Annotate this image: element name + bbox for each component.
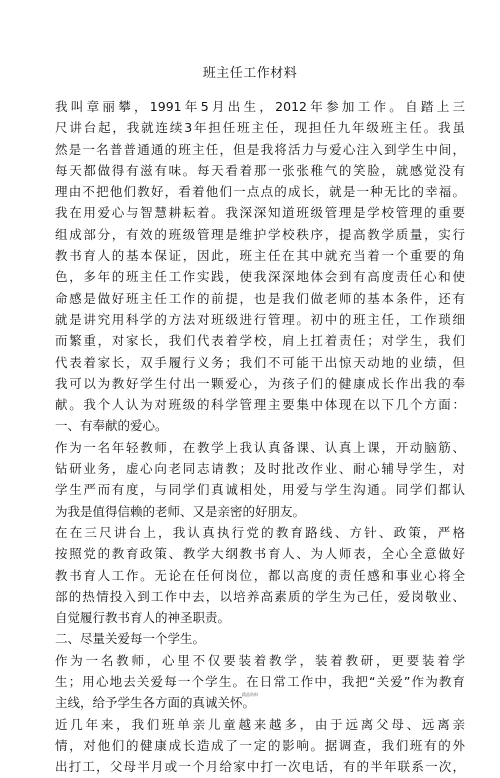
body-line: 作为一名年轻教师，在教学上我认真备课、认真上课，开动脑筋、 [55, 439, 465, 455]
body-line: 教书育人工作。无论在任何岗位，都以高度的责任感和事业心将全 [55, 567, 465, 583]
body-line: 部的热情投入到工作中去，以培养高素质的学生为己任，爱岗敬业、 [55, 588, 465, 604]
body-line: 在在三尺讲台上，我认真执行党的教育路线、方针、政策，严格 [55, 524, 465, 540]
body-line: 出打工，父母半月或一个月给家中打一次电话，有的半年联系一次， [55, 759, 465, 775]
body-line: 学生严而有度，与同学们真诚相处，用爱与学生沟通。同学们都认 [55, 482, 465, 498]
body-line: 按照党的教育政策、教学大纲教书育人、为人师表，全心全意做好 [55, 546, 465, 562]
body-line: 然是一名普普通通的班主任，但是我将活力与爱心注入到学生中间， [55, 141, 465, 157]
body-line: 而繁重，对家长，我们代表着学校，肩上扛着责任；对学生，我们 [55, 333, 465, 349]
document-title: 班主任工作材料 [202, 66, 298, 81]
document-body [55, 96, 465, 778]
body-line: 作为一名教师，心里不仅要装着教学，装着教研，更要装着学 [55, 652, 465, 668]
body-line: 代表着家长，双手履行义务；我们不可能干出惊天动地的业绩，但 [55, 354, 465, 370]
body-line: 组成部分，有效的班级管理是维护学校秩序，提高教学质量，实行 [55, 226, 465, 242]
body-line: 色，多年的班主任工作实践，使我深深地体会到有高度责任心和使 [55, 269, 465, 285]
body-line: 二、尽量关爱每一个学生。 [55, 631, 206, 647]
body-line: 自觉履行教书育人的神圣职责。 [55, 610, 231, 626]
body-line: 理由不把他们教好，看着他们一点点的成长，就是一种无比的幸福。 [55, 184, 465, 200]
body-line: 为我是值得信赖的老师、又是亲密的好朋友。 [55, 503, 306, 519]
body-line: 就是讲究用科学的方法对班级进行管理。初中的班主任，工作琐细 [55, 311, 465, 327]
body-line: 命感是做好班主任工作的前提，也是我们做老师的基本条件，还有 [55, 290, 465, 306]
body-line: 尺讲台起，我就连续3年担任班主任，现担任九年级班主任。我虽 [55, 120, 465, 136]
body-line: 近几年来，我们班单亲儿童越来越多，由于远离父母、远离亲 [55, 716, 465, 732]
body-line: 主线，给予学生各方面的真诚关怀。 [55, 695, 256, 711]
body-line: 情，对他们的健康成长造成了一定的影响。据调查，我们班有的外 [55, 737, 465, 753]
page-footer: 精品资料 [242, 692, 258, 697]
body-line: 一、有奉献的爱心。 [55, 418, 168, 434]
body-line: 献。我个人认为对班级的科学管理主要集中体现在以下几个方面： [55, 397, 465, 413]
body-line: 钻研业务，虚心向老同志请教；及时批改作业、耐心辅导学生，对 [55, 461, 465, 477]
body-line: 教书育人的基本保证，因此，班主任在其中就充当着一个重要的角 [55, 248, 465, 264]
body-line: 我可以为教好学生付出一颗爱心，为孩子们的健康成长作出我的奉 [55, 375, 465, 391]
body-line: 我叫章丽攀，1991年5月出生，2012年参加工作。自踏上三 [55, 99, 465, 114]
body-line: 每天都做得有滋有味。每天看着那一张张稚气的笑脸，就感觉没有 [55, 162, 465, 178]
body-line: 生；用心地去关爱每一个学生。在日常工作中，我把“关爱”作为教育 [55, 674, 465, 690]
body-line: 我在用爱心与智慧耕耘着。我深深知道班级管理是学校管理的重要 [55, 205, 465, 221]
